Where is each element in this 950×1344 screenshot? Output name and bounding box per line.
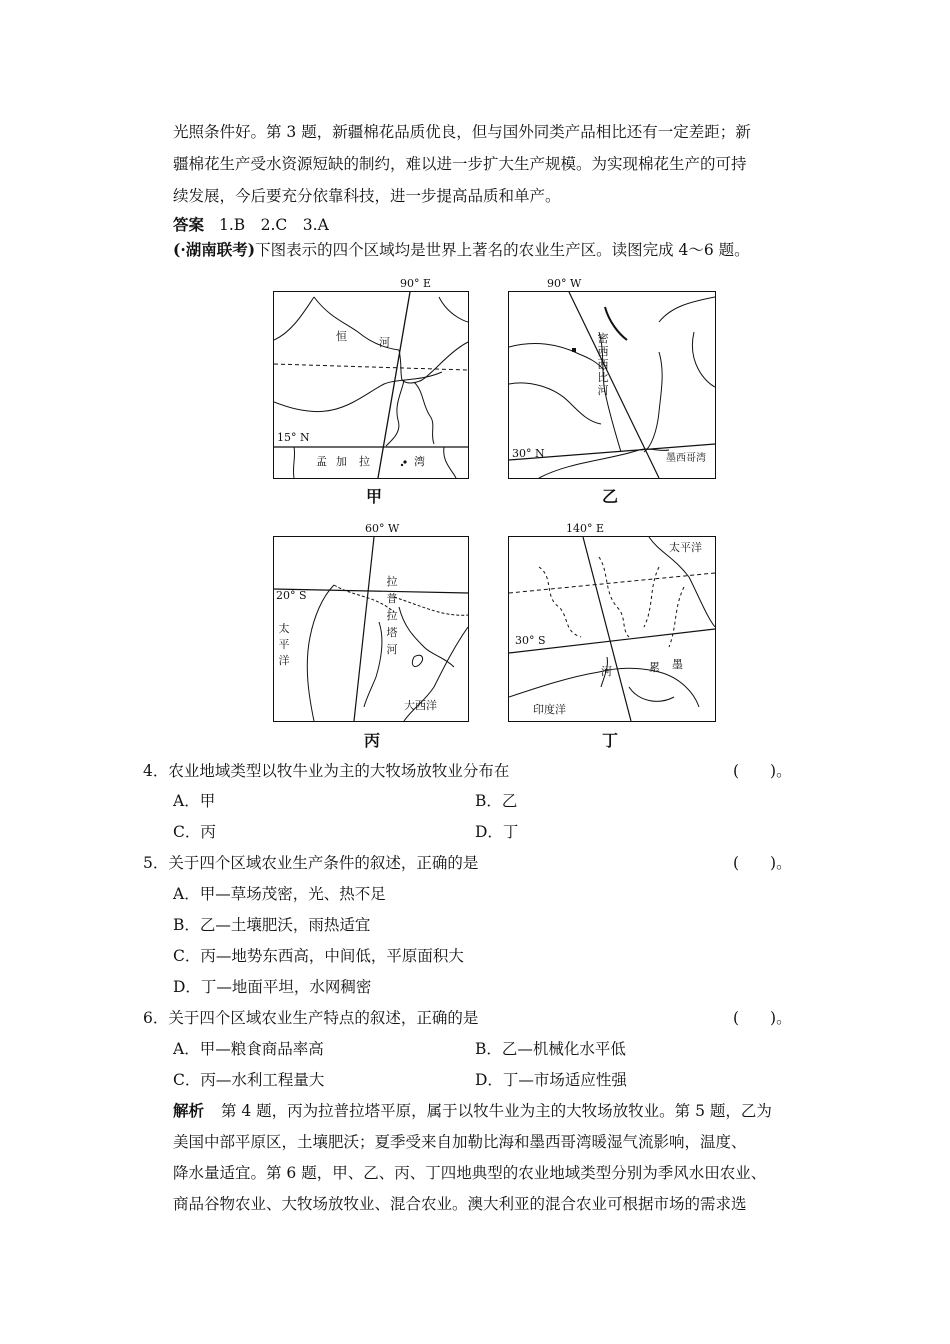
bing-map-name: 丙 [364,731,381,750]
ding-river-label-2: 墨 [672,658,683,671]
question-5-answer-blank[interactable]: ( )。 [733,854,792,872]
intro-line-1: 光照条件好。第 3 题，新疆棉花品质优良，但与国外同类产品相比还有一定差距；新 [173,123,751,141]
bing-parallel-label: 20° S [276,589,307,602]
answer-values: 1.B 2.C 3.A [218,216,329,234]
bing-river-label: 拉普拉塔河 [386,575,398,656]
jia-meridian-label: 90° E [400,277,432,290]
analysis-text-1: 第 4 题，丙为拉普拉塔平原，属于以牧牛业为主的大牧场放牧业。第 5 题，乙为 [220,1102,772,1120]
jia-sea-2: 加 [336,455,347,468]
jia-map-name: 甲 [366,487,383,506]
intro-line-3: 续发展，今后要充分依靠科技，进一步提高品质和单产。 [173,187,561,205]
map-yi [508,291,716,479]
yi-parallel-label: 30° N [512,447,545,460]
question-6-option-c[interactable]: C．丙—水利工程量大 [173,1071,325,1089]
analysis-label: 解析 [173,1101,205,1120]
section-source: (·湖南联考) [173,240,256,259]
answer-label: 答案 [173,215,205,234]
ding-ocean-top-label: 太平洋 [669,541,702,554]
jia-river-label-2: 河 [379,336,390,349]
ding-parallel-label: 30° S [515,634,546,647]
analysis-line-2: 美国中部平原区，土壤肥沃；夏季受来自加勒比海和墨西哥湾暖湿气流影响，温度、 [173,1133,747,1151]
question-6-answer-blank[interactable]: ( )。 [733,1009,792,1027]
ding-map-name: 丁 [602,731,619,750]
answer-line [173,215,329,235]
yi-river-label: 密西西比河 [597,332,609,397]
question-4-option-c[interactable]: C．丙 [173,823,216,841]
question-4-option-b[interactable]: B．乙 [475,792,518,810]
question-5-option-c[interactable]: C．丙—地势东西高，中间低，平原面积大 [173,947,464,965]
question-4-stem: 4．农业地域类型以牧牛业为主的大牧场放牧业分布在 [143,762,510,780]
question-6-stem: 6．关于四个区域农业生产特点的叙述，正确的是 [143,1009,479,1027]
question-5-stem: 5．关于四个区域农业生产条件的叙述，正确的是 [143,854,479,872]
ding-meridian-label: 140° E [566,522,605,535]
jia-map-drawing [274,292,468,478]
ding-ocean-bottom-label: 印度洋 [533,703,566,716]
question-6-option-d[interactable]: D．丁—市场适应性强 [475,1071,627,1089]
question-6-option-b[interactable]: B．乙—机械化水平低 [475,1040,626,1058]
bing-map-drawing [274,537,468,721]
bing-ocean-left-label: 太平洋 [278,622,290,667]
map-ding [508,536,716,722]
jia-river-label-1: 恒 [336,330,347,343]
map-jia [273,291,469,479]
question-4-option-a[interactable]: A．甲 [173,792,216,810]
question-4-option-d[interactable]: D．丁 [475,823,519,841]
jia-parallel-label: 15° N [277,431,310,444]
yi-sea-label: 墨西哥湾 [666,453,706,464]
ding-river-label-3: 累 [649,661,660,674]
ding-map-drawing [509,537,715,721]
ding-river-label-1: 河 [601,665,612,678]
yi-meridian-label: 90° W [547,277,582,290]
question-5-option-a[interactable]: A．甲—草场茂密，光、热不足 [173,885,386,903]
jia-sea-3: 拉 [359,455,370,468]
question-5-option-d[interactable]: D．丁—地面平坦，水网稠密 [173,978,372,996]
intro-line-2: 疆棉花生产受水资源短缺的制约，难以进一步扩大生产规模。为实现棉花生产的可持 [173,155,747,173]
question-5-option-b[interactable]: B．乙—土壤肥沃，雨热适宜 [173,916,371,934]
bing-meridian-label: 60° W [365,522,400,535]
analysis-line-3: 降水量适宜。第 6 题，甲、乙、丙、丁四地典型的农业地域类型分别为季风水田农业、 [173,1164,767,1182]
section-header [173,240,750,260]
question-6-option-a[interactable]: A．甲—粮食商品率高 [173,1040,324,1058]
analysis-line-1 [173,1101,772,1121]
map-bing [273,536,469,722]
yi-map-name: 乙 [602,487,619,506]
jia-sea-1: 孟 [316,455,327,468]
jia-sea-4: 湾 [414,455,425,468]
bing-ocean-right-label: 大西洋 [404,699,437,712]
section-text: 下图表示的四个区域均是世界上著名的农业生产区。读图完成 4～6 题。 [255,241,750,259]
analysis-line-4: 商品谷物农业、大牧场放牧业、混合农业。澳大利亚的混合农业可根据市场的需求选 [173,1195,747,1213]
question-4-answer-blank[interactable]: ( )。 [733,762,792,780]
